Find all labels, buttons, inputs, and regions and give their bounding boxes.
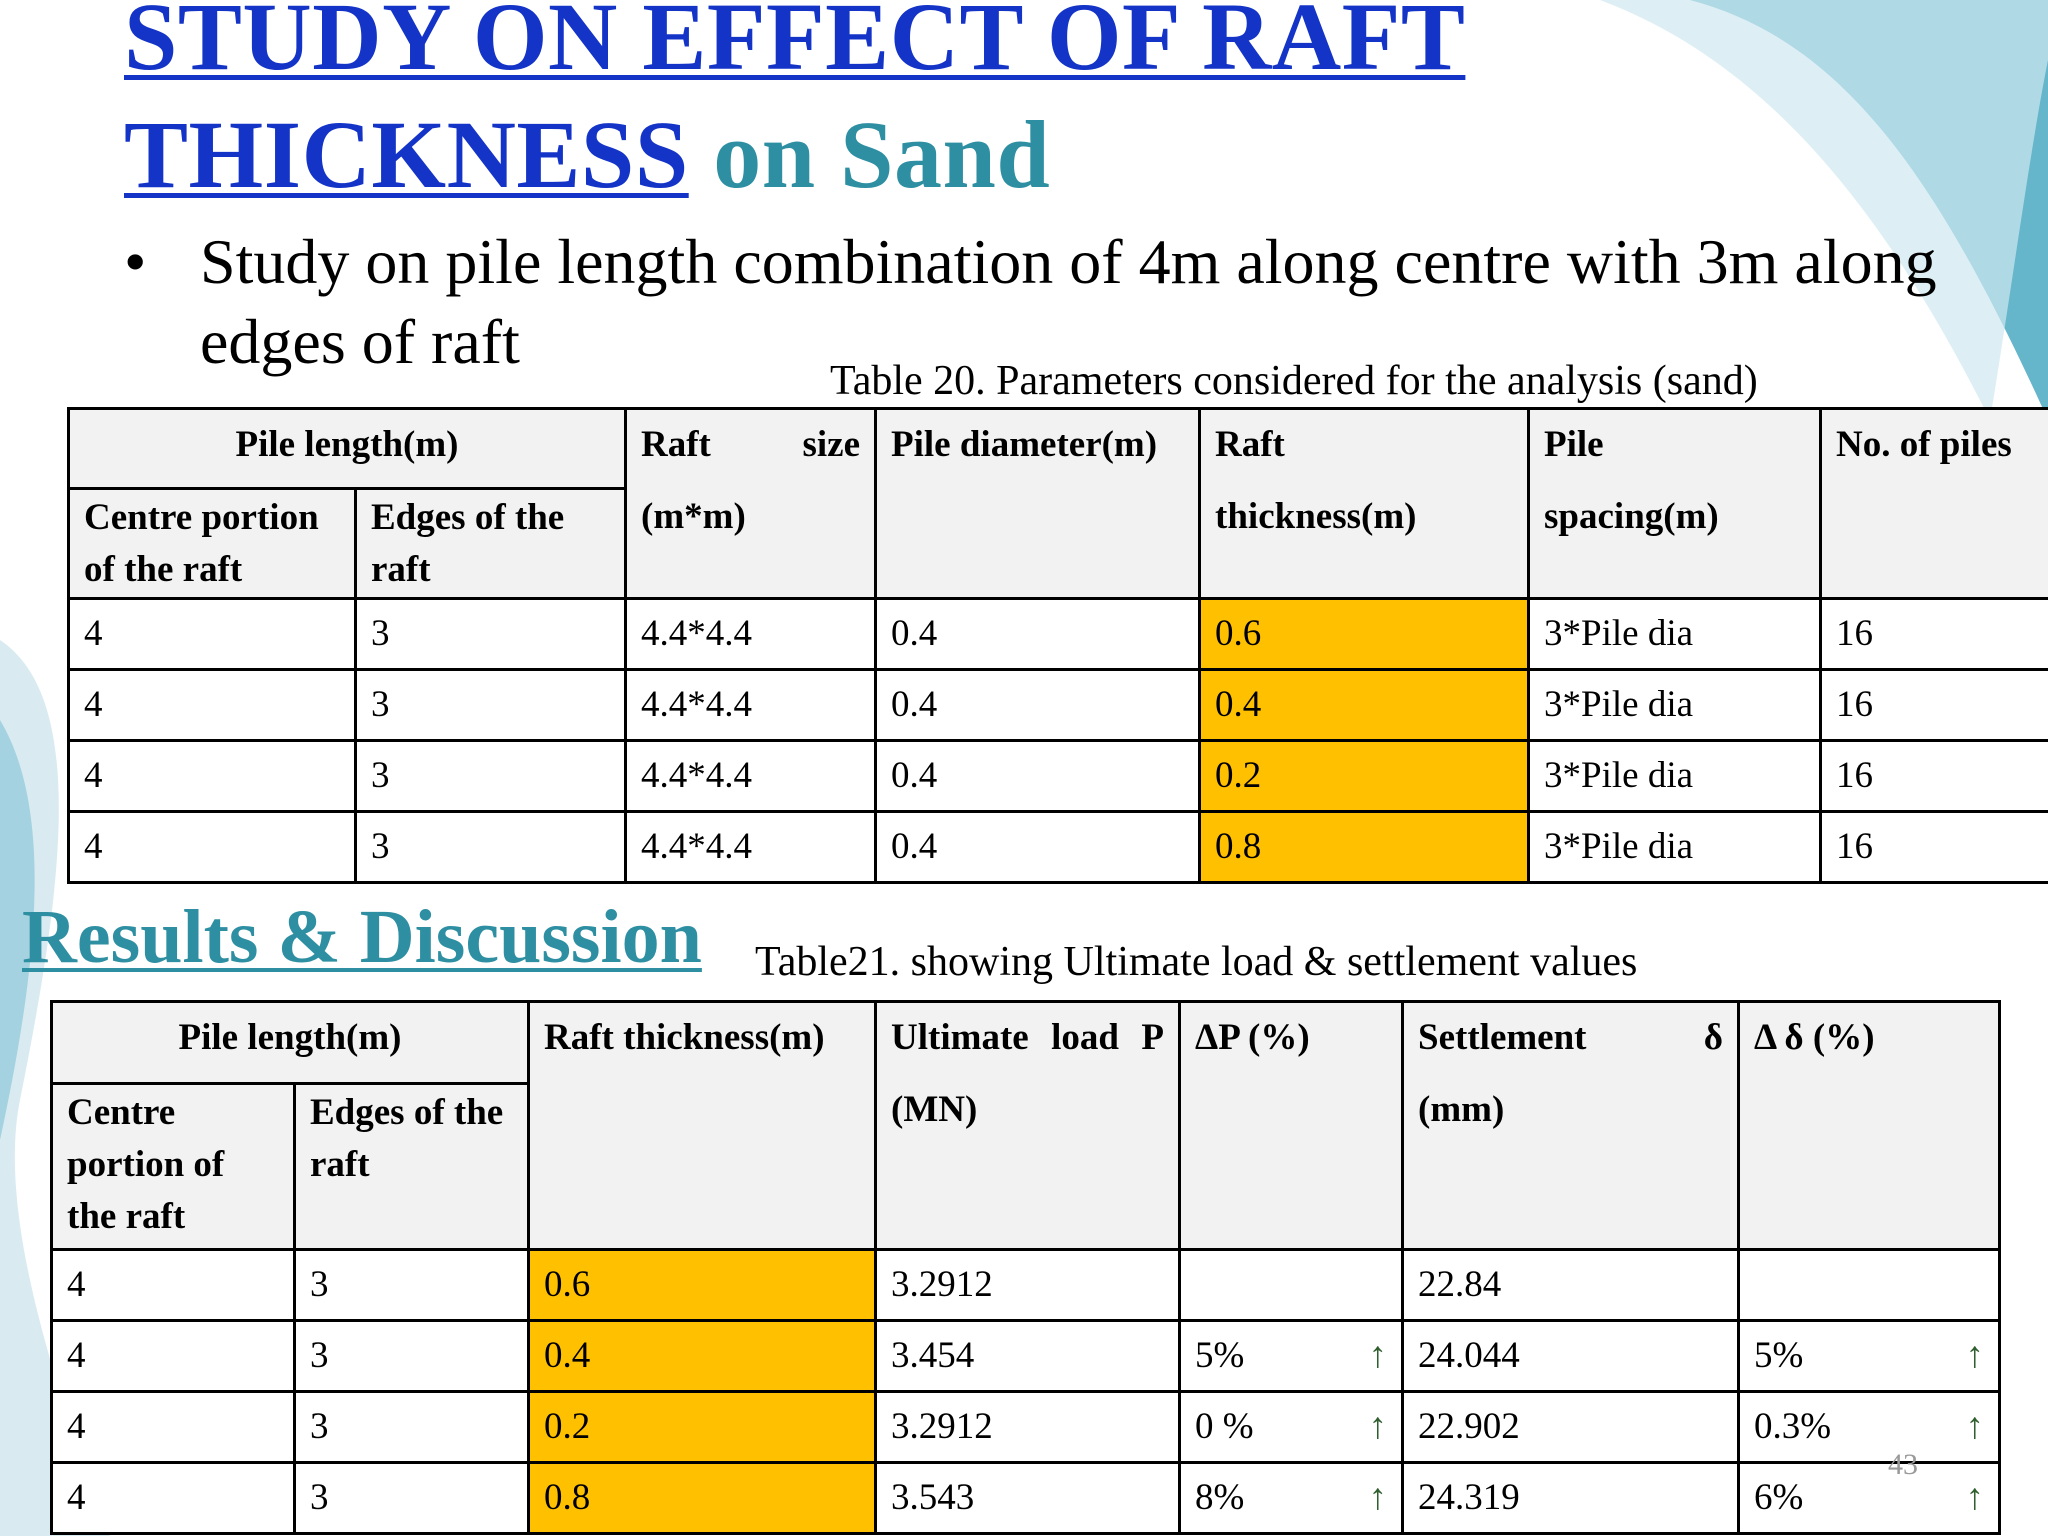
table-row — [69, 812, 2048, 883]
cell-centre: 4 — [69, 741, 356, 812]
cell-no-of-piles: 16 — [1821, 670, 2048, 741]
cell-raft-size: 4.4*4.4 — [626, 599, 876, 670]
cell-delta-p — [1180, 1392, 1403, 1463]
parameters-table — [67, 407, 2048, 884]
cell-centre: 4 — [52, 1463, 295, 1534]
bullet-text: Study on pile length combination of 4m along centre with 3m along edges of raft — [200, 226, 1937, 377]
cell-settlement: 24.044 — [1403, 1321, 1739, 1392]
header-ultimate-b: load — [1051, 1017, 1119, 1058]
table-row — [69, 741, 2048, 812]
cell-pile-diameter: 0.4 — [876, 599, 1200, 670]
header-pile-length: Pile length(m) — [52, 1002, 529, 1084]
table-row — [52, 1250, 2000, 1321]
cell-edges: 3 — [356, 812, 626, 883]
cell-no-of-piles: 16 — [1821, 812, 2048, 883]
cell-raft-thickness: 0.8 — [529, 1463, 876, 1534]
cell-edges: 3 — [295, 1250, 529, 1321]
header-settlement-a: Settlement — [1418, 1017, 1587, 1058]
cell-raft-thickness: 0.2 — [529, 1392, 876, 1463]
cell-centre: 4 — [52, 1392, 295, 1463]
cell-pile-spacing: 3*Pile dia — [1529, 812, 1821, 883]
cell-pile-spacing: 3*Pile dia — [1529, 741, 1821, 812]
cell-raft-size: 4.4*4.4 — [626, 670, 876, 741]
header-settlement-b: δ — [1703, 1017, 1724, 1058]
table-header-row — [69, 409, 2048, 489]
table-header-row — [52, 1002, 2000, 1084]
cell-centre: 4 — [52, 1250, 295, 1321]
cell-raft-size: 4.4*4.4 — [626, 812, 876, 883]
delta-p-value: 5% — [1195, 1335, 1245, 1376]
up-arrow-icon: ↑ — [1368, 1335, 1388, 1376]
cell-edges: 3 — [356, 670, 626, 741]
cell-delta-delta — [1739, 1463, 2000, 1534]
delta-delta-value: 0.3% — [1754, 1406, 1832, 1447]
up-arrow-icon: ↑ — [1965, 1477, 1985, 1518]
title-main: STUDY ON EFFECT OF RAFT THICKNESS — [124, 0, 1466, 208]
cell-edges: 3 — [295, 1392, 529, 1463]
cell-raft-size: 4.4*4.4 — [626, 741, 876, 812]
slide-title — [124, 0, 2048, 214]
header-raft-size — [626, 409, 876, 599]
header-raft-thickness — [1200, 409, 1529, 599]
table-row — [69, 670, 2048, 741]
cell-delta-delta — [1739, 1250, 2000, 1321]
table-row — [69, 599, 2048, 670]
header-pile-diameter: Pile diameter(m) — [876, 409, 1200, 599]
cell-raft-thickness: 0.6 — [529, 1250, 876, 1321]
delta-p-value: 8% — [1195, 1477, 1245, 1518]
table-row — [52, 1321, 2000, 1392]
table20-caption: Table 20. Parameters considered for the analysis (sand) — [830, 358, 1758, 404]
cell-ultimate-load: 3.543 — [876, 1463, 1180, 1534]
header-raft-size-c: (m*m) — [641, 496, 746, 537]
header-ultimate-c: P — [1141, 1017, 1164, 1058]
header-raft-size-a: Raft — [641, 424, 711, 465]
cell-no-of-piles: 16 — [1821, 599, 2048, 670]
results-heading: Results & Discussion — [22, 895, 702, 979]
header-edges: Edges of the raft — [295, 1084, 529, 1250]
up-arrow-icon: ↑ — [1965, 1335, 1985, 1376]
table-row — [52, 1463, 2000, 1534]
up-arrow-icon: ↑ — [1368, 1477, 1388, 1518]
cell-ultimate-load: 3.2912 — [876, 1392, 1180, 1463]
cell-settlement: 22.84 — [1403, 1250, 1739, 1321]
cell-delta-p — [1180, 1463, 1403, 1534]
table-row — [52, 1392, 2000, 1463]
header-ultimate-d: (MN) — [891, 1089, 978, 1130]
cell-raft-thickness: 0.4 — [1200, 670, 1529, 741]
delta-delta-value: 5% — [1754, 1335, 1804, 1376]
cell-pile-spacing: 3*Pile dia — [1529, 599, 1821, 670]
header-raft-thickness-a: Raft — [1215, 424, 1285, 465]
delta-delta-value: 6% — [1754, 1477, 1804, 1518]
header-settlement — [1403, 1002, 1739, 1250]
header-pile-spacing-a: Pile — [1544, 424, 1604, 465]
cell-edges: 3 — [295, 1321, 529, 1392]
cell-pile-spacing: 3*Pile dia — [1529, 670, 1821, 741]
cell-raft-thickness: 0.4 — [529, 1321, 876, 1392]
header-centre: Centre portion of the raft — [52, 1084, 295, 1250]
cell-settlement: 22.902 — [1403, 1392, 1739, 1463]
header-ultimate-a: Ultimate — [891, 1017, 1029, 1058]
cell-centre: 4 — [69, 670, 356, 741]
bullet-marker: • — [124, 226, 147, 297]
cell-pile-diameter: 0.4 — [876, 741, 1200, 812]
cell-pile-diameter: 0.4 — [876, 812, 1200, 883]
header-ultimate-load — [876, 1002, 1180, 1250]
header-settlement-c: (mm) — [1418, 1089, 1505, 1130]
results-table — [50, 1000, 2001, 1535]
cell-ultimate-load: 3.2912 — [876, 1250, 1180, 1321]
cell-centre: 4 — [69, 812, 356, 883]
cell-pile-diameter: 0.4 — [876, 670, 1200, 741]
header-delta-delta: Δ δ (%) — [1739, 1002, 2000, 1250]
cell-ultimate-load: 3.454 — [876, 1321, 1180, 1392]
cell-raft-thickness: 0.2 — [1200, 741, 1529, 812]
up-arrow-icon: ↑ — [1368, 1406, 1388, 1447]
page-number: 43 — [1888, 1448, 1918, 1481]
header-raft-thickness: Raft thickness(m) — [529, 1002, 876, 1250]
cell-centre: 4 — [69, 599, 356, 670]
cell-edges: 3 — [295, 1463, 529, 1534]
cell-no-of-piles: 16 — [1821, 741, 2048, 812]
cell-raft-thickness: 0.6 — [1200, 599, 1529, 670]
cell-edges: 3 — [356, 599, 626, 670]
header-delta-p: ΔP (%) — [1180, 1002, 1403, 1250]
header-raft-size-b: size — [802, 424, 861, 465]
cell-edges: 3 — [356, 741, 626, 812]
header-edges: Edges of the raft — [356, 489, 626, 599]
cell-delta-p — [1180, 1250, 1403, 1321]
delta-p-value: 0 % — [1195, 1406, 1254, 1447]
cell-delta-delta — [1739, 1392, 2000, 1463]
header-pile-length: Pile length(m) — [69, 409, 626, 489]
header-centre: Centre portion of the raft — [69, 489, 356, 599]
cell-raft-thickness: 0.8 — [1200, 812, 1529, 883]
cell-settlement: 24.319 — [1403, 1463, 1739, 1534]
cell-centre: 4 — [52, 1321, 295, 1392]
up-arrow-icon: ↑ — [1965, 1406, 1985, 1447]
header-raft-thickness-b: thickness(m) — [1215, 496, 1417, 537]
cell-delta-delta — [1739, 1321, 2000, 1392]
cell-delta-p — [1180, 1321, 1403, 1392]
header-no-of-piles: No. of piles — [1821, 409, 2048, 599]
title-sub: on Sand — [713, 101, 1051, 208]
header-pile-spacing-b: spacing(m) — [1544, 496, 1719, 537]
header-pile-spacing — [1529, 409, 1821, 599]
table21-caption: Table21. showing Ultimate load & settlement values — [755, 939, 1638, 985]
